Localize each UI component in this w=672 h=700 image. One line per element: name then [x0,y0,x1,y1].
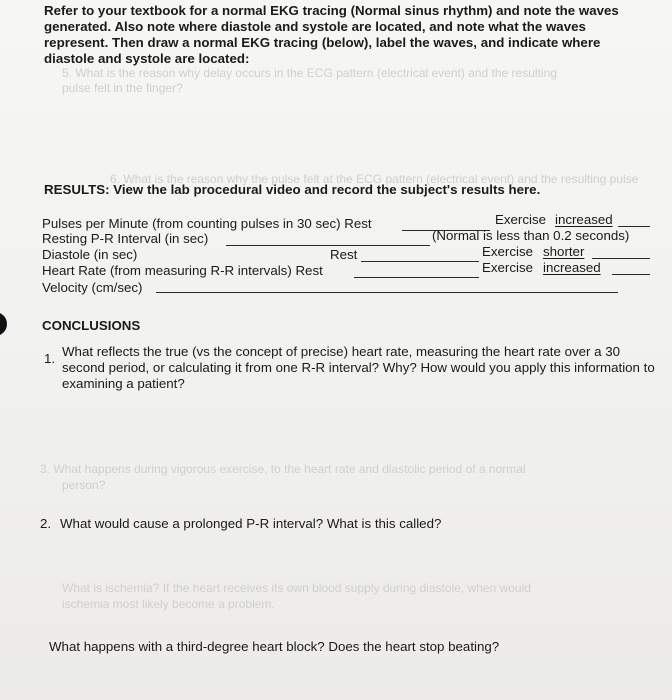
pr-interval-label: Resting P-R Interval (in sec) [42,231,209,246]
pr-interval-blank[interactable] [226,245,430,246]
page-edge-marker [0,312,7,336]
question-2-text: What would cause a prolonged P-R interval? What is this called? [60,516,442,531]
ghost-question-line: What is ischemia? If the heart receives its own blood supply during diastole, when would [62,581,531,595]
heart-rate-exercise-value: increased [543,260,601,275]
pulses-exercise-blank[interactable] [618,226,650,227]
diastole-rest-blank[interactable] [361,261,479,262]
question-2-number: 2. [40,516,52,531]
diastole-exercise-blank[interactable] [592,258,650,259]
ghost-text-line: pulse felt in the finger? [62,81,183,95]
ghost-question-line: person? [62,478,106,492]
heart-rate-label: Heart Rate (from measuring R-R intervals) Rest [42,263,323,278]
diastole-exercise-value: shorter [543,244,585,259]
velocity-label: Velocity (cm/sec) [42,280,143,295]
pulses-exercise-label: Exercise [495,212,546,227]
heart-rate-exercise-blank[interactable] [612,274,650,275]
ghost-text-line: 5. What is the reason why delay occurs in the ECG pattern (electrical event) and the resulting [62,66,557,80]
heart-rate-exercise-label: Exercise [482,260,533,275]
diastole-label: Diastole (in sec) [42,247,138,262]
conclusions-heading: CONCLUSIONS [42,318,141,333]
intro-instructions: Refer to your textbook for a normal EKG tracing (Normal sinus rhythm) and note the waves generated. Also note where diastole and systole are located, and note what the waves represent. Then draw a normal EKG tracing (below), label the waves, and indicate where diastole and systole are located: [44,3,619,66]
question-1-text: What reflects the true (vs the concept of precise) heart rate, measuring the heart rate over a 30 second period, or calculating it from one R-R interval? Why? How would you apply this information to examining a patient? [62,344,655,391]
pulses-exercise-value: increased [555,212,613,227]
pulses-label: Pulses per Minute (from counting pulses in 30 sec) Rest [42,216,372,231]
ghost-question-line: 3. What happens during vigorous exercise, to the heart rate and diastolic period of a normal [40,462,526,476]
ghost-question-line: ischemia most likely become a problem. [62,597,275,611]
diastole-rest-label: Rest [330,247,358,262]
heart-rate-rest-blank[interactable] [354,277,479,278]
diastole-exercise-label: Exercise [482,244,533,259]
question-1-number: 1. [44,351,56,366]
results-heading: RESULTS: View the lab procedural video and record the subject's results here. [44,182,541,197]
ghost-text-line: 6. What is the reason why the pulse felt at the ECG pattern (electrical event) and the resulting pulse [110,172,639,186]
velocity-blank[interactable] [156,292,618,293]
pr-interval-note: (Normal is less than 0.2 seconds) [432,228,630,243]
question-3-text: What happens with a third-degree heart block? Does the heart stop beating? [49,639,500,654]
